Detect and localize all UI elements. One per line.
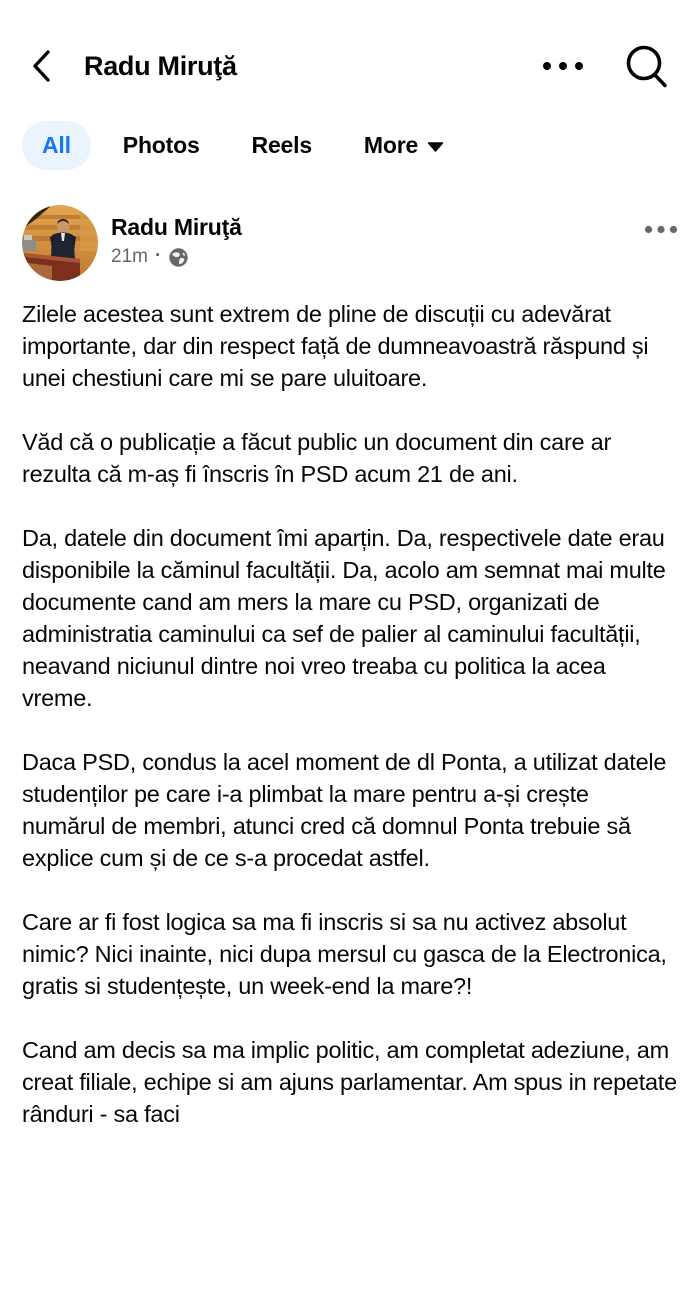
search-icon: [624, 42, 670, 90]
post-timestamp: 21m: [111, 246, 148, 267]
post-paragraph: Zilele acestea sunt extrem de pline de discuții cu adevărat importante, dar din respect față de dumneavoastră răspund și unei chestiuni care mi se pare uluitoare.: [22, 301, 649, 391]
post-text: [0, 298, 700, 1130]
page-title: Radu Miruţă: [84, 50, 237, 81]
post-author[interactable]: Radu Miruţă: [111, 214, 242, 240]
profile-tabs: [0, 118, 700, 172]
post-paragraph: Care ar fi fost logica sa ma fi inscris si sa nu activez absolut nimic? Nici inainte, nici dupa mersul cu gasca de la Electronica, gratis si studențește, un week-end la mare?!: [22, 909, 667, 999]
top-bar: [0, 0, 700, 92]
tab-more[interactable]: [344, 121, 464, 170]
post-meta: [111, 205, 644, 268]
tab-all-label: All: [42, 131, 71, 158]
search-button[interactable]: [624, 42, 670, 90]
avatar[interactable]: [22, 205, 98, 281]
post-options-button[interactable]: [644, 217, 678, 234]
globe-public-icon: [168, 247, 189, 268]
header-more-button[interactable]: [542, 61, 584, 71]
ellipsis-icon: [644, 225, 678, 234]
tab-photos-label: Photos: [122, 131, 200, 158]
tab-more-label: More: [363, 131, 419, 158]
post-paragraph: Da, datele din document îmi aparțin. Da, respectivele date erau disponibile la căminul facultății. Da, acolo am semnat mai multe documente cand am mers la mare cu PSD, organizati de administratia caminului ca sef de palier al caminului facultății, neavand niciunul dintre noi vreo treaba cu politica la acea vreme.: [22, 525, 666, 711]
ellipsis-icon: [542, 61, 584, 71]
chevron-down-icon: [427, 142, 444, 152]
tab-reels[interactable]: [232, 121, 332, 170]
back-button[interactable]: [30, 49, 64, 83]
tab-reels-label: Reels: [251, 131, 312, 158]
post-paragraph: Daca PSD, condus la acel moment de dl Ponta, a utilizat datele studenților pe care i-a plimbat la mare pentru a-și crește numărul de membri, atunci cred că domnul Ponta trebuie să explice cum și de ce s-a procedat astfel.: [22, 749, 667, 871]
post-paragraph: Văd că o publicație a făcut public un document din care ar rezulta că m-aș fi înscris în PSD acum 21 de ani.: [22, 429, 612, 487]
post-paragraph: Cand am decis sa ma implic politic, am completat adeziune, am creat filiale, echipe si am ajuns parlamentar. Am spus in repetate rânduri - sa faci: [22, 1037, 677, 1127]
post: [0, 205, 700, 1130]
post-header: [0, 205, 700, 281]
dot-separator: ·: [154, 245, 162, 266]
tab-all[interactable]: [22, 121, 91, 170]
post-subtitle: [111, 246, 644, 268]
chevron-left-icon: [30, 48, 52, 84]
top-bar-actions: [542, 42, 670, 90]
tab-photos[interactable]: [103, 121, 220, 170]
